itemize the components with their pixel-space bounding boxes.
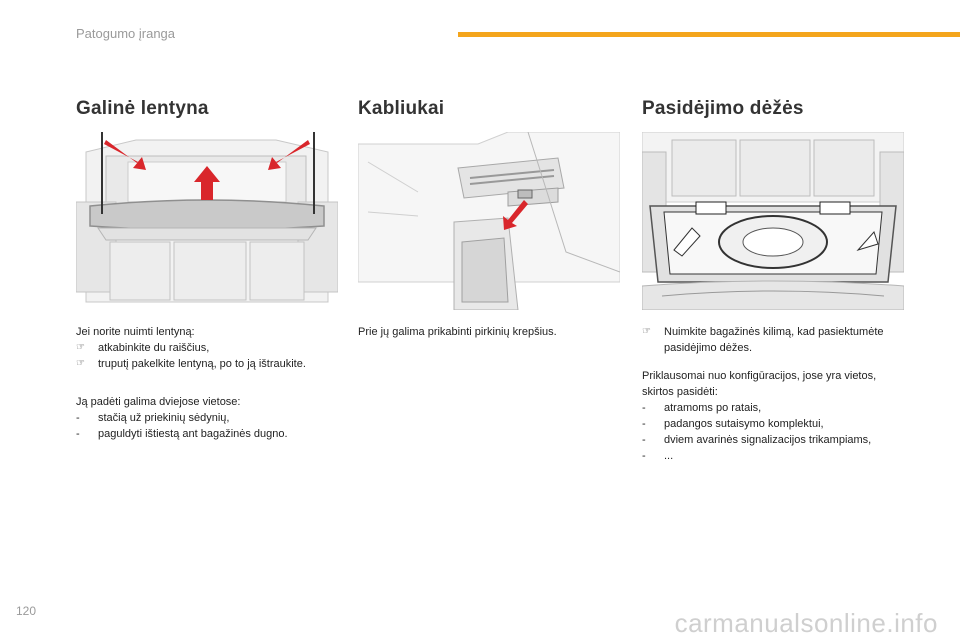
list-item-text: truputį pakelkite lentyną, po to ją ištraukite. xyxy=(98,358,306,370)
hooks-description: Prie jų galima prikabinti pirkinių krepšius. xyxy=(358,326,557,338)
hand-pointer-icon: ☞ xyxy=(642,326,651,337)
header-accent-bar xyxy=(458,32,960,37)
page-number: 120 xyxy=(16,604,37,618)
section-title: Kabliukai xyxy=(358,98,445,119)
list-item xyxy=(76,426,338,442)
dash-marker: - xyxy=(76,412,80,424)
list-item-text: atkabinkite du raiščius, xyxy=(98,342,210,354)
list-item xyxy=(76,356,338,372)
placement-intro: Ją padėti galima dviejose vietose: xyxy=(76,396,241,408)
list-item-text: dviem avarinės signalizacijos trikampiams, xyxy=(664,434,872,446)
dash-marker: - xyxy=(642,418,646,430)
list-item xyxy=(642,324,904,356)
list-item-text: Nuimkite bagažinės kilimą, kad pasiektumėte pasidėjimo dėžes. xyxy=(664,326,884,354)
section-storage-boxes xyxy=(642,98,904,464)
dash-marker: - xyxy=(642,402,646,414)
storage-boxes-illustration xyxy=(642,132,904,310)
list-item xyxy=(76,410,338,426)
hand-pointer-icon: ☞ xyxy=(76,358,85,369)
list-item xyxy=(642,432,904,448)
list-item-text: paguldyti ištiestą ant bagažinės dugno. xyxy=(98,428,288,440)
hand-pointer-icon: ☞ xyxy=(76,342,85,353)
page-header-title: Patogumo įranga xyxy=(76,26,176,41)
list-item-text: padangos sutaisymo komplektui, xyxy=(664,418,824,430)
dash-marker: - xyxy=(642,434,646,446)
list-item xyxy=(642,416,904,432)
dash-marker: - xyxy=(76,428,80,440)
storage-intro: Priklausomai nuo konfigūracijos, jose yra vietos, skirtos pasidėti: xyxy=(642,370,877,398)
list-item xyxy=(642,400,904,416)
rear-shelf-illustration xyxy=(76,132,338,310)
dash-marker: - xyxy=(642,450,646,462)
list-item xyxy=(76,340,338,356)
list-item-text: atramoms po ratais, xyxy=(664,402,762,414)
intro-text: Jei norite nuimti lentyną: xyxy=(76,326,195,338)
list-item xyxy=(642,448,904,464)
section-title: Galinė lentyna xyxy=(76,98,209,119)
hooks-illustration xyxy=(358,132,620,310)
section-rear-shelf xyxy=(76,98,338,442)
section-title: Pasidėjimo dėžės xyxy=(642,98,804,119)
list-item-text: stačią už priekinių sėdynių, xyxy=(98,412,230,424)
section-hooks xyxy=(358,98,620,340)
watermark: carmanualsonline.info xyxy=(674,608,938,638)
list-item-text: ... xyxy=(664,450,674,462)
